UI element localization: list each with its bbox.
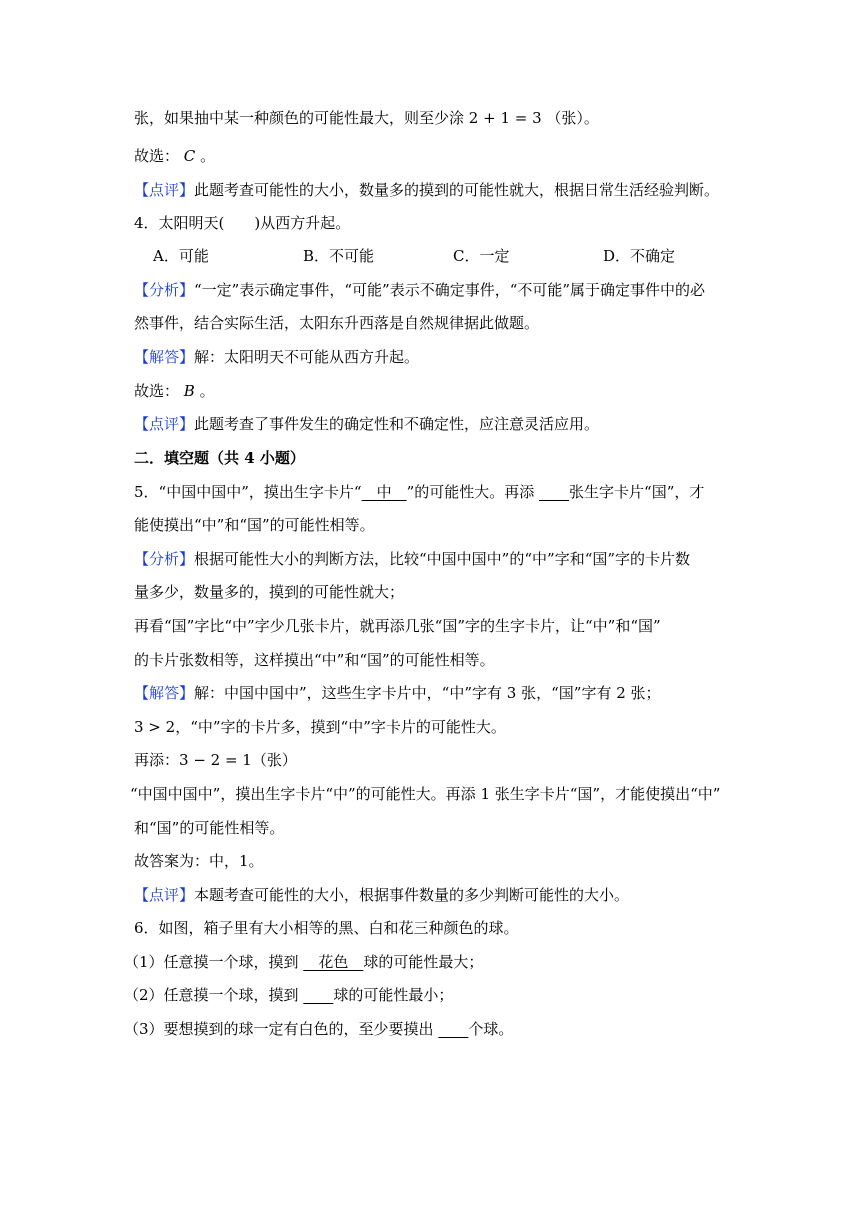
q5-answer-1	[134, 683, 661, 703]
q6-sub-3-b: 个球。	[468, 1020, 514, 1038]
q6-blank-3	[438, 1020, 468, 1038]
analysis-tag: 【分析】	[134, 281, 195, 299]
choice-label: 故选：	[134, 382, 180, 400]
q5-stem-b: ”的可能性大。再添	[406, 483, 540, 501]
q5-comment	[134, 885, 629, 905]
formula-3-minus-2: 3 − 2 = 1	[179, 751, 252, 769]
q4-analysis-2: 然事件，结合实际生活，太阳东升西落是自然规律据此做题。	[134, 314, 540, 332]
comment-tag: 【点评】	[134, 886, 195, 904]
q6-blank-2	[303, 986, 333, 1004]
comment-tag: 【点评】	[134, 181, 195, 199]
q5-blank-1: 中	[361, 483, 407, 501]
choice-label: 故选：	[134, 147, 180, 165]
q6-sub-2-a: （2）任意摸一个球，摸到	[124, 986, 304, 1004]
q4-options	[153, 246, 753, 266]
choice-end: 。	[199, 382, 215, 400]
q4-comment	[134, 414, 599, 434]
comment-text: 此题考查可能性的大小，数量多的摸到的可能性就大，根据日常生活经验判断。	[194, 181, 720, 199]
q6-sub-1	[124, 952, 483, 972]
choice-value: C	[183, 147, 196, 165]
q4-option-d: D．不确定	[603, 247, 676, 265]
comment-text: 此题考查了事件发生的确定性和不确定性，应注意灵活应用。	[194, 415, 600, 433]
answer-tag: 【解答】	[134, 684, 195, 702]
q6-sub-2-b: 球的可能性最小；	[333, 986, 454, 1004]
q5-stem-1	[134, 482, 704, 502]
section-2-title: 二．填空题（共 4 小题）	[134, 449, 305, 467]
answer-line-3-unit: （张）	[251, 751, 297, 769]
q5-stem-c: 张生字卡片“国”，才	[569, 483, 705, 501]
q5-answer-3	[134, 750, 297, 770]
q5-analysis-4: 的卡片张数相等，这样摸出“中”和“国”的可能性相等。	[134, 651, 495, 669]
q4-option-c: C．一定	[453, 247, 510, 265]
q5-analysis-2: 量多少，数量多的，摸到的可能性就大；	[134, 583, 405, 601]
q5-answer-4: “中国中国中”，摸出生字卡片“中”的可能性大。再添 1 张生字卡片“国”，才能使摸出“中”	[130, 785, 721, 803]
q4-option-b: B．不可能	[303, 247, 375, 265]
answer-line-3-label: 再添：	[134, 751, 180, 769]
line-1	[134, 108, 599, 128]
q5-analysis-1	[134, 549, 690, 569]
comment-text: 本题考查可能性的大小，根据事件数量的多少判断可能性的大小。	[194, 886, 630, 904]
q6-sub-2	[124, 985, 453, 1005]
q5-blank-2	[539, 483, 569, 501]
q5-final: 故答案为：中，1。	[134, 852, 264, 870]
q6-sub-3	[124, 1019, 513, 1039]
answer-text: 解：中国中国中”，这些生字卡片中，“中”字有 3 张，“国”字有 2 张；	[194, 684, 661, 702]
q3-comment	[134, 180, 719, 200]
inequality-3-gt-2: 3 > 2	[134, 718, 176, 736]
formula-2-plus-1: 2 + 1 = 3	[468, 109, 542, 127]
choice-end: 。	[200, 147, 216, 165]
answer-line-2-text: ，“中”字的卡片多，摸到“中”字卡片的可能性大。	[175, 718, 506, 736]
answer-text: 解：太阳明天不可能从西方升起。	[194, 348, 420, 366]
q6-sub-1-a: （1）任意摸一个球，摸到	[124, 953, 304, 971]
analysis-text: “一定”表示确定事件，“可能”表示不确定事件，“不可能”属于确定事件中的必	[194, 281, 706, 299]
line-1-text: 张，如果抽中某一种颜色的可能性最大，则至少涂	[134, 109, 465, 127]
q5-stem-2: 能使摸出“中”和“国”的可能性相等。	[134, 516, 375, 534]
choice-value: B	[183, 382, 195, 400]
q4-analysis-1	[134, 280, 705, 300]
q4-option-a: A．可能	[153, 247, 209, 265]
q6-stem: 6．如图，箱子里有大小相等的黑、白和花三种颜色的球。	[134, 919, 519, 937]
analysis-text: 根据可能性大小的判断方法，比较“中国中国中”的“中”字和“国”字的卡片数	[194, 550, 691, 568]
q5-stem-a: 5．“中国中国中”，摸出生字卡片“	[134, 483, 362, 501]
comment-tag: 【点评】	[134, 415, 195, 433]
q4-stem: 4．太阳明天( )从西方升起。	[134, 214, 351, 232]
q3-choice	[134, 146, 215, 166]
q5-analysis-3: 再看“国”字比“中”字少几张卡片，就再添几张“国”字的生字卡片，让“中”和“国”	[134, 617, 661, 635]
answer-tag: 【解答】	[134, 348, 195, 366]
q5-answer-2	[134, 717, 506, 737]
line-1-unit: （张）。	[546, 109, 599, 127]
q5-answer-5: 和“国”的可能性相等。	[134, 819, 285, 837]
q6-blank-1: 花色	[303, 953, 364, 971]
q4-answer	[134, 347, 419, 367]
q4-choice	[134, 381, 215, 401]
q6-sub-1-b: 球的可能性最大；	[363, 953, 484, 971]
analysis-tag: 【分析】	[134, 550, 195, 568]
q6-sub-3-a: （3）要想摸到的球一定有白色的，至少要摸出	[124, 1020, 439, 1038]
